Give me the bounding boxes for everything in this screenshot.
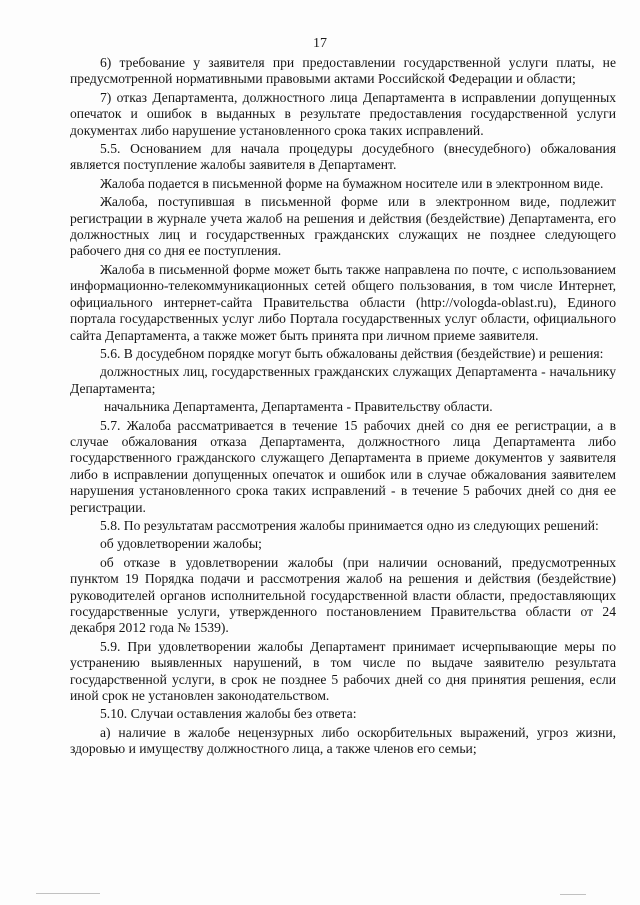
paragraph-complaint-form: Жалоба подается в письменной форме на бумажном носителе или в электронном виде. xyxy=(100,175,604,191)
paragraph-5-7: 5.7. Жалоба рассматривается в течение 15 рабочих дней со дня ее регистрации, а в случае обжалования отказа Департамента, должностного лица Департамента либо государственного гражданского служащего Департамента в приеме документов у заявителя либо в исправлении допущенных опечаток и ошибок или в случае обжалования заявителем нарушения установленного срока таких исправлений - в течение 5 рабочих дней со дня ее регистрации. xyxy=(70,417,616,515)
paragraph-5-6: 5.6. В досудебном порядке могут быть обжалованы действия (бездействие) и решения: xyxy=(100,345,604,361)
paragraph-5-10-a: а) наличие в жалобе нецензурных либо оскорбительных выражений, угроз жизни, здоровью и имуществу должностного лица, а также членов его семьи; xyxy=(70,724,616,757)
paragraph-5-8: 5.8. По результатам рассмотрения жалобы принимается одно из следующих решений: xyxy=(100,517,599,533)
paragraph-5-5: 5.5. Основанием для начала процедуры досудебного (внесудебного) обжалования является поступление жалобы заявителя в Департамент. xyxy=(70,141,616,173)
paragraph-item-7: 7) отказ Департамента, должностного лица Департамента в исправлении допущенных опечаток и ошибок в выданных в результате предоставления государственной услуги документах либо нарушение установленного срока таких исправлений. xyxy=(70,89,616,138)
scan-artifact-left xyxy=(36,893,100,894)
paragraph-head-appeal: начальника Департамента, Департамента - Правительству области. xyxy=(104,399,493,415)
paragraph-complaint-channels: Жалоба в письменной форме может быть также направлена по почте, с использованием информационно-телекоммуникационных сетей общего пользования, в том числе Интернет, официального интернет-сайта Правительства области (http://vologda-oblast.ru), Единого портала государственных услуг либо Портала государственных услуг области, официального сайта Департамента, а также может быть принята при личном приеме заявителя. xyxy=(70,261,616,343)
paragraph-decision-refuse: об отказе в удовлетворении жалобы (при наличии оснований, предусмотренных пунктом 19 Порядка подачи и рассмотрения жалоб на решения и действия (бездействие) руководителей органов исполнительной государственной власти области, предоставляющих государственные услуги, утвержденного постановлением Правительства области от 24 декабря 2012 года № 1539). xyxy=(70,554,616,636)
paragraph-5-9: 5.9. При удовлетворении жалобы Департамент принимает исчерпывающие меры по устранению выявленных нарушений, в том числе по выдаче заявителю результата государственной услуги, в срок не позднее 5 рабочих дней со дня принятия решения, если иной срок не установлен законодательством. xyxy=(70,638,616,704)
page-number: 17 xyxy=(313,36,327,51)
paragraph-officials-appeal: должностных лиц, государственных гражданских служащих Департамента - начальнику Департамента; xyxy=(70,364,616,396)
paragraph-item-6: 6) требование у заявителя при предоставлении государственной услуги платы, не предусмотренной нормативными правовыми актами Российской Федерации и области; xyxy=(70,55,616,87)
paragraph-decision-satisfy: об удовлетворении жалобы; xyxy=(100,536,262,552)
paragraph-complaint-registration: Жалоба, поступившая в письменной форме или в электронном виде, подлежит регистрации в журнале учета жалоб на решения и действия (бездействие) Департамента, его должностных лиц и государственных гражданских служащих не позднее следующего рабочего дня со дня ее поступления. xyxy=(70,194,616,259)
paragraph-5-10: 5.10. Случаи оставления жалобы без ответа: xyxy=(100,706,357,722)
document-body xyxy=(70,55,616,760)
scan-artifact-right xyxy=(560,894,586,895)
